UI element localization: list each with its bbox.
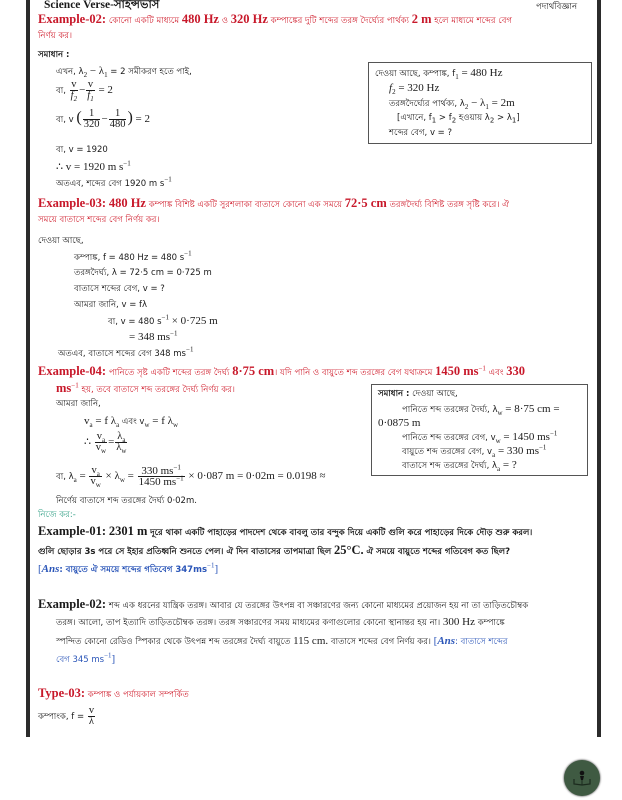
type03-formula: কম্পাংক, f = $\frac{v}{\lambda}$ — [38, 705, 95, 727]
type03-heading: Type-03: কম্পাঙ্ক ও পর্যায়কাল সম্পর্কিত — [38, 686, 189, 700]
example02-question: Example-02: কোনো একটি মাধ্যমে 480 Hz ও 320 Hz কম্পাঙ্কের দুটি শব্দের তরঙ্গ দৈর্ঘ্যের পার্থক্য 2 m হলে মাধ্যমে শব্দের বেগ — [38, 12, 513, 26]
example03-conclusion: অতএব, বাতাসে শব্দের বেগ 348 $ms^{-1}$ — [58, 345, 194, 359]
example04-label: Example-04: — [38, 364, 107, 378]
example03-question: Example-03: 480 Hz কম্পাঙ্ক বিশিষ্ট একটি সুরশলাকা বাতাসে কোনো এক সময়ে 72·5 cm তরঙ্গদৈর্ঘ্য বিশিষ্ট তরঙ্গ সৃষ্টি করে। ঐ — [38, 196, 509, 210]
practice-example01-answer: [Ans: বায়ুতে ঐ সময়ে শব্দের গতিবেগ $347ms^{-1}$] — [38, 561, 219, 575]
solution-step-3: বা, v ( $\frac{1}{320}$ − $\frac{1}{480}$ ) = 2 — [56, 108, 150, 130]
example03-question-cont: সময়ে বাতাসে শব্দের বেগ নির্ণয় কর। — [38, 215, 160, 225]
solution-step-5: ∴ v = 1920 m $s^{-1}$ — [56, 159, 131, 173]
solution-step-1: এখন, $\lambda_2 - \lambda_1 = 2$ সমীকরণ হতে পাই, — [56, 65, 192, 80]
given-box-example04: সমাধান : দেওয়া আছে, পানিতে শব্দ তরঙ্গের দৈর্ঘ্য, $\lambda_w = 8\cdot 75$ cm = 0·0875 m পানিতে শব্দ তরঙ্গের বেগ, $v_w = 1450$ $ms^{-1}$ বায়ুতে শব্দ তরঙ্গের বেগ, $v_a = 330$ $ms^{-1}$ বাতাসে শব্দ তরঙ্গের দৈর্ঘ্য, $\lambda_a$ = ? — [371, 384, 588, 476]
solution-conclusion: অতএব, শব্দের বেগ 1920 m $s^{-1}$ — [56, 175, 172, 189]
solution-label: সমাধান : — [38, 50, 70, 60]
book-reader-icon — [572, 768, 592, 788]
example02-label: Example-02: — [38, 12, 107, 26]
given-box-example02: দেওয়া আছে, কম্পাঙ্ক, $f_1 = 480$ Hz $f_2 = 320$ Hz তরঙ্গদৈর্ঘ্যের পার্থক্য, $\lambda_2 - \lambda_1 = 2m$ [এখানে, $f_1 > f_2$ হওয়ায় $\lambda_2 > \lambda_1$] শব্দের বেগ, v = ? — [368, 62, 592, 144]
practice-example02: Example-02: শব্দ এক ধরনের যান্ত্রিক তরঙ্গ। আবার যে তরঙ্গের উৎপন্ন বা সঞ্চারণের জন্য কোনো মাধ্যমের প্রয়োজন হয় না তা তাড়িতচৌম্বক — [38, 597, 529, 611]
example03-label: Example-03: — [38, 196, 107, 210]
solution-step-2: বা, $\frac{v}{f_2}$ − $\frac{v}{f_1}$ = 2 — [56, 79, 113, 104]
example04-question-cont: $ms^{-1}$ হয়, তবে বাতাসে শব্দ তরঙ্গের দৈর্ঘ্য নির্ণয় কর। — [56, 381, 235, 395]
header-right: পদার্থবিজ্ঞান — [536, 2, 578, 12]
practice-example02-answer: বেগ 345 $ms^{-1}$] — [56, 651, 116, 665]
header-left: Science Verse-সাইন্সভার্স — [44, 0, 160, 11]
practice-label: নিজে কর:- — [38, 510, 76, 520]
example04-conclusion: নির্ণেয় বাতাসে শব্দ তরঙ্গের দৈর্ঘ্য 0·02m. — [56, 496, 197, 506]
given-label: দেওয়া আছে, — [38, 236, 84, 246]
example02-question-cont: নির্ণয় কর। — [38, 31, 73, 41]
solution-step-4: বা, v = 1920 — [56, 145, 108, 155]
floating-action-button[interactable] — [564, 760, 600, 796]
example04-question: Example-04: পানিতে সৃষ্ট একটি শব্দের তরঙ্গ দৈর্ঘ্য 8·75 cm। যদি পানি ও বায়ুতে শব্দ তরঙ্গের বেগ যথাক্রমে 1450 $ms^{-1}$ এবং 330 — [38, 364, 526, 378]
practice-example01: Example-01: 2301 m দূরে থাকা একটি পাহাড়ের পাদদেশ থেকে বাবলু তার বন্দুক দিয়ে একটি গুলি করে পাহাড়ের দিকে দৌড় শুরু করল। — [38, 524, 533, 538]
